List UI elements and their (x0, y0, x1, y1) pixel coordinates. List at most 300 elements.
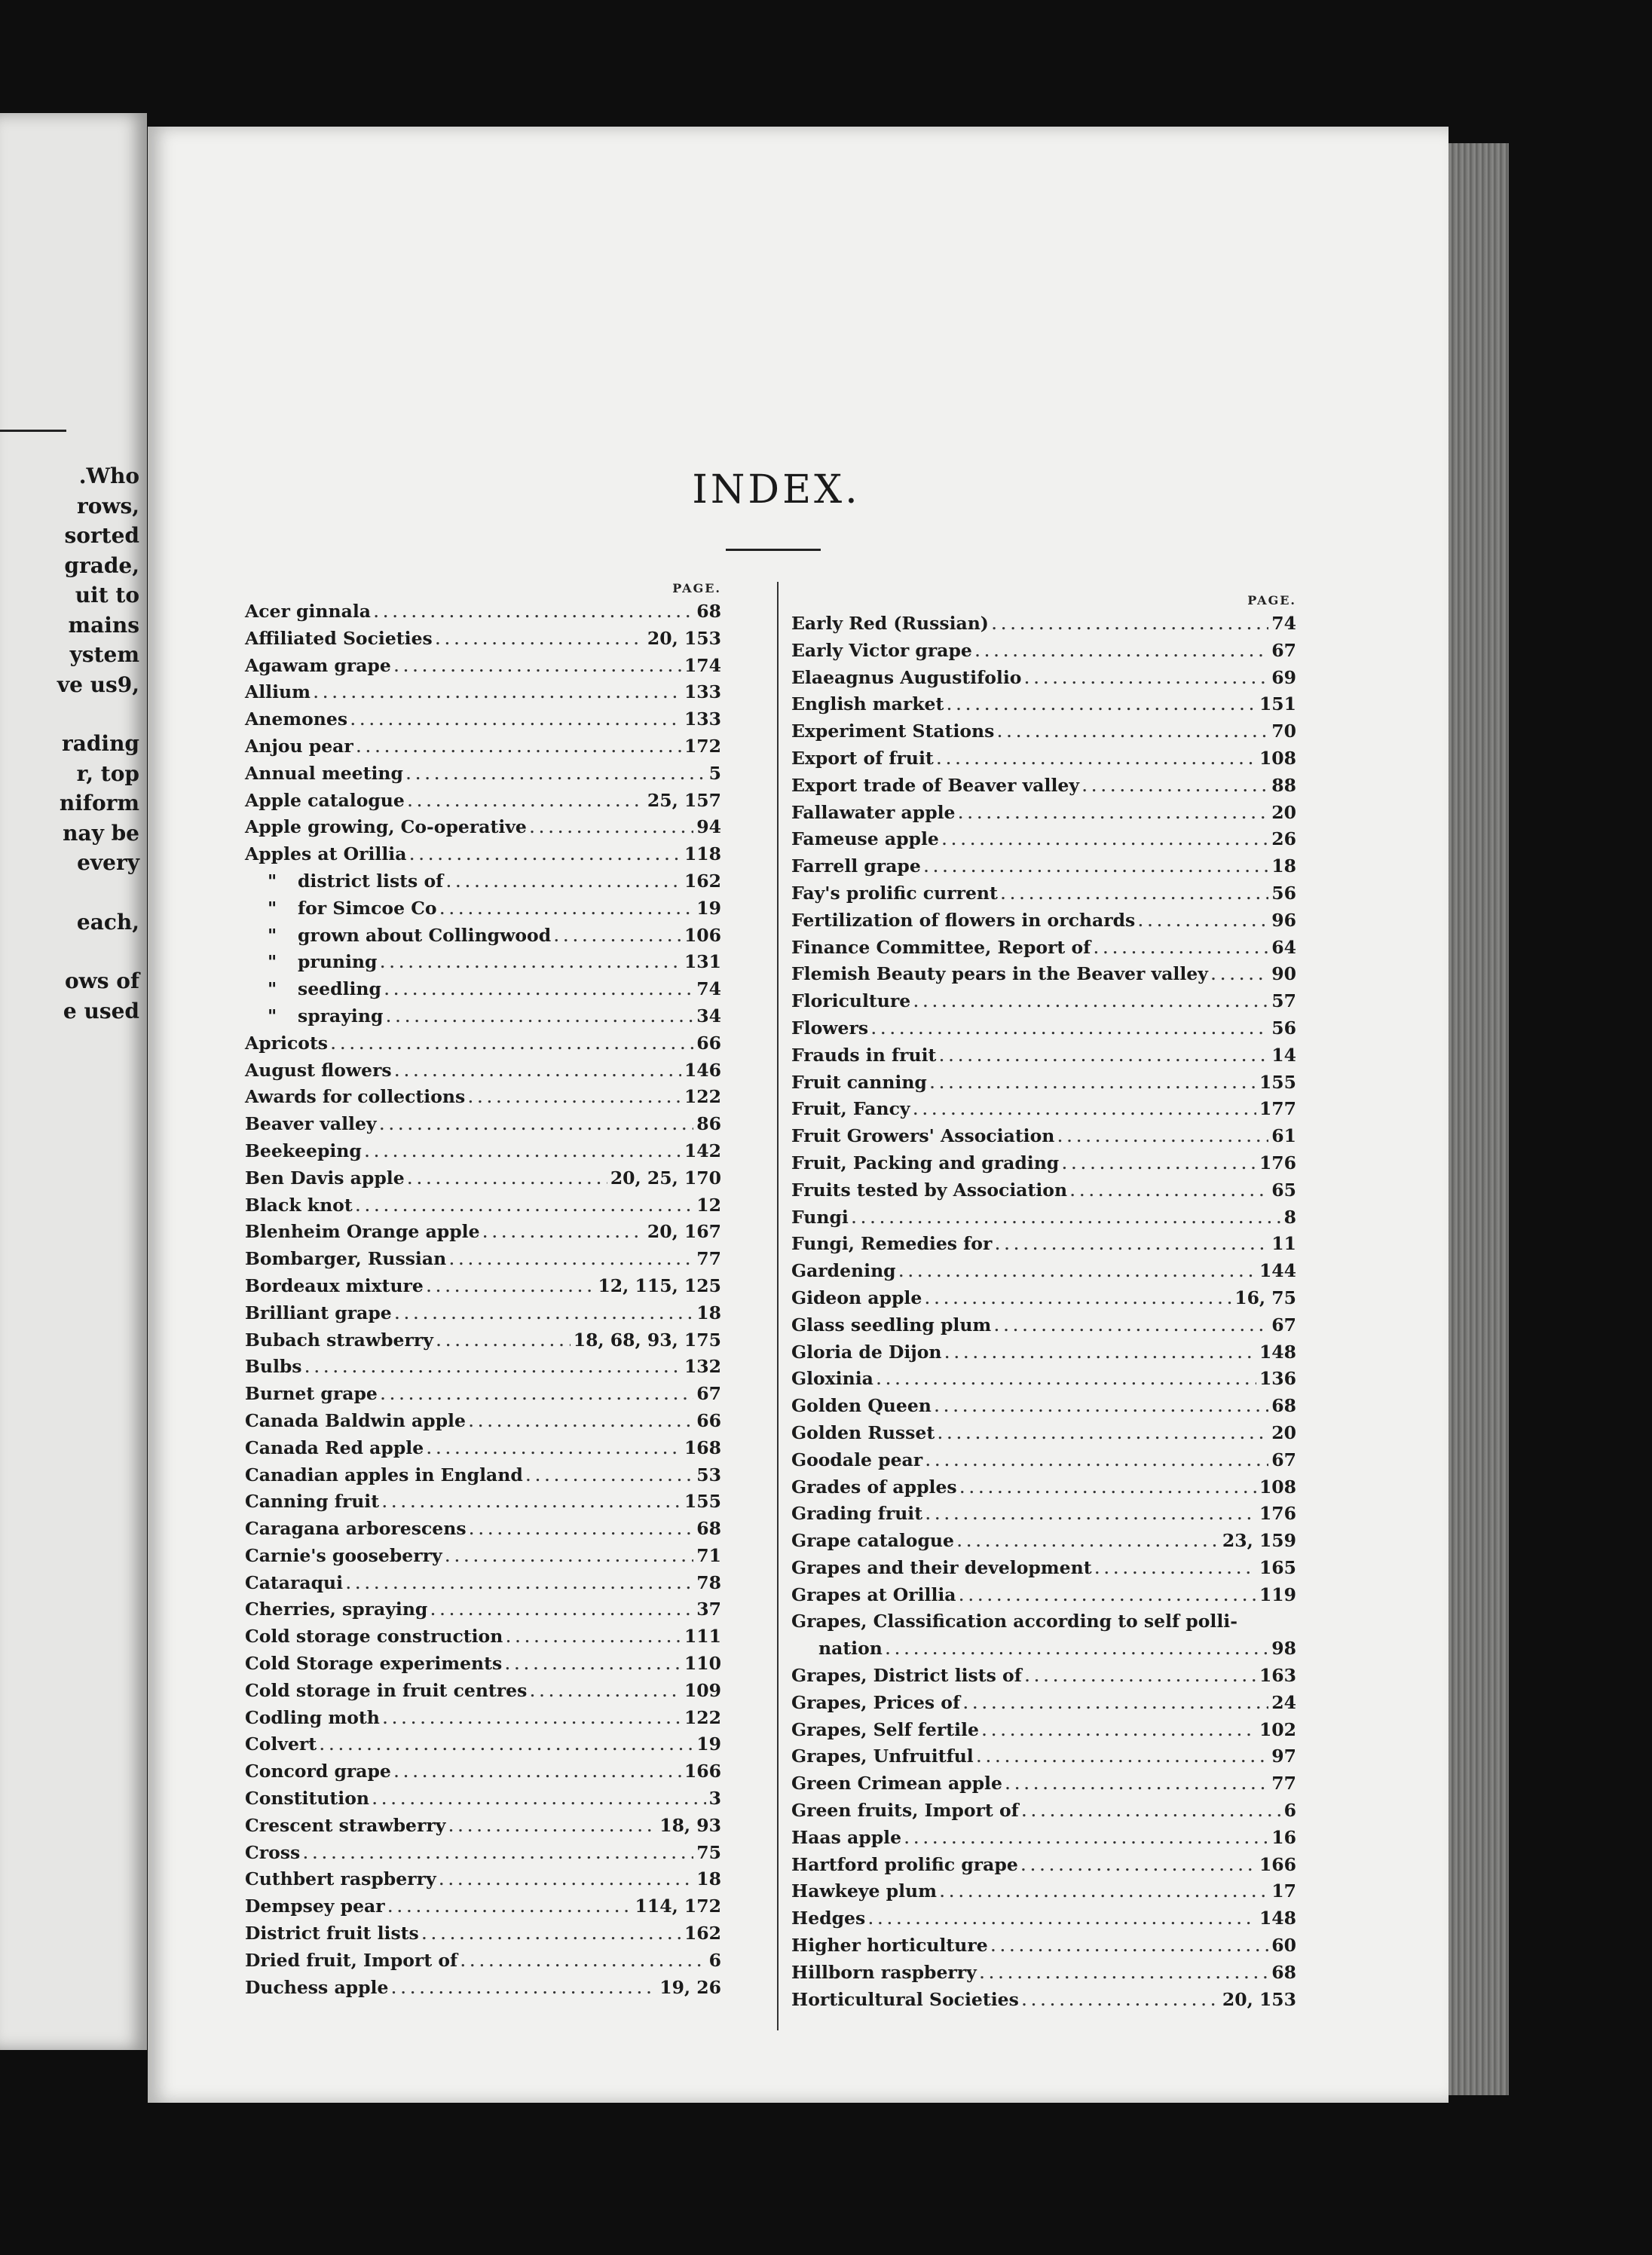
index-term-text: Grapes and their development (791, 1556, 1092, 1578)
index-entry (245, 1623, 721, 1651)
index-term-text: Glass seedling plum (791, 1314, 992, 1336)
index-term (791, 1123, 1054, 1150)
leader-dots (980, 1960, 1268, 1988)
index-term (245, 1354, 302, 1381)
previous-page-rule (0, 430, 66, 432)
index-term-text: Gloxinia (791, 1368, 873, 1390)
index-term (245, 1084, 465, 1111)
index-term (245, 1840, 300, 1867)
index-entry (791, 1743, 1296, 1770)
index-term-text: English market (791, 693, 944, 715)
index-page-numbers: 20, 153 (647, 627, 721, 649)
index-entry (245, 1273, 721, 1300)
leader-dots (449, 1246, 693, 1274)
index-term-text: Canada Baldwin apple (245, 1409, 466, 1431)
index-page-numbers: 19 (696, 1733, 721, 1755)
index-term-text: Hawkeye plum (791, 1880, 937, 1902)
index-term-text: Black knot (245, 1194, 353, 1216)
index-term (791, 1987, 1019, 2014)
leader-dots (924, 853, 1268, 882)
index-term (245, 1678, 527, 1705)
index-term-text: for Simcoe Co (298, 897, 437, 919)
leader-dots (937, 745, 1256, 774)
index-term (791, 1635, 883, 1663)
leader-dots (913, 1096, 1256, 1124)
index-entry (791, 1905, 1296, 1932)
index-entry (245, 1462, 721, 1489)
leader-dots (994, 1312, 1268, 1341)
index-term-text: Canadian apples in England (245, 1464, 523, 1485)
index-term-text: Anjou pear (245, 735, 353, 757)
leader-dots (395, 1300, 694, 1329)
index-page-numbers: 18, 68, 93, 175 (573, 1329, 721, 1351)
index-page-numbers: 11 (1271, 1233, 1296, 1255)
index-term (245, 1300, 392, 1327)
leader-dots (483, 1219, 644, 1247)
leader-dots (913, 988, 1268, 1017)
index-entry (245, 1246, 721, 1273)
leader-dots (506, 1623, 681, 1652)
index-entry (245, 1516, 721, 1543)
index-term-text: Export trade of Beaver valley (791, 774, 1079, 796)
index-page-numbers: 5 (708, 762, 721, 784)
index-term-text: Finance Committee, Report of (791, 936, 1091, 958)
index-term (245, 1327, 433, 1354)
index-term-text: pruning (298, 951, 378, 973)
index-entry (791, 1420, 1296, 1447)
index-term-text: Grapes, Unfruitful (791, 1746, 974, 1767)
previous-page-fragment: r, top (76, 760, 139, 786)
index-page-numbers: 131 (684, 951, 721, 973)
index-page-numbers: 108 (1259, 747, 1296, 769)
index-page-numbers: 18, 93 (659, 1814, 721, 1836)
index-term (245, 598, 371, 626)
index-term-text: Blenheim Orange apple (245, 1221, 480, 1243)
index-term (791, 1717, 979, 1744)
index-page-numbers: 90 (1271, 963, 1296, 985)
index-entry (245, 706, 721, 733)
index-term (791, 1393, 932, 1420)
ditto-mark: " (268, 924, 277, 946)
index-page-numbers: 69 (1271, 666, 1296, 688)
index-term-text: Fay's prolific current (791, 882, 998, 904)
index-term (791, 826, 939, 853)
leader-dots (314, 679, 681, 708)
previous-page-fragment (57, 699, 139, 729)
index-entry (791, 610, 1296, 638)
index-term-text: Flowers (791, 1017, 869, 1039)
leader-dots (963, 1690, 1268, 1718)
leader-dots (436, 626, 644, 654)
index-term (791, 1960, 977, 1987)
index-page-numbers: 19 (696, 897, 721, 919)
leader-dots (331, 1030, 693, 1059)
index-term-text: Elaeagnus Augustifolio (791, 666, 1022, 688)
leader-dots (305, 1354, 681, 1382)
index-term (245, 1975, 388, 2002)
index-term (791, 907, 1135, 935)
index-term-text: Early Victor grape (791, 639, 972, 661)
leader-dots (947, 691, 1256, 720)
index-entry (245, 1893, 721, 1920)
leader-dots (439, 1866, 694, 1895)
leader-dots (1062, 1150, 1256, 1179)
index-term (791, 1447, 922, 1474)
index-term-text: Hedges (791, 1908, 866, 1929)
index-term-text: Gideon apple (791, 1287, 922, 1308)
index-page-numbers: 174 (684, 654, 721, 676)
leader-dots (381, 1381, 693, 1409)
index-term (791, 935, 1091, 962)
index-page-numbers: 166 (684, 1761, 721, 1782)
index-entry (791, 1177, 1296, 1204)
index-term (791, 1608, 1237, 1635)
index-page-numbers: 110 (684, 1653, 721, 1675)
leader-dots (1001, 880, 1268, 909)
index-entry (791, 1528, 1296, 1555)
leader-dots (871, 1015, 1268, 1044)
index-term (791, 1096, 910, 1123)
index-term (245, 1785, 369, 1813)
index-term-text: District fruit lists (245, 1923, 419, 1944)
index-term (245, 895, 437, 922)
leader-dots (382, 1489, 681, 1517)
index-term-text: Affiliated Societies (245, 627, 433, 649)
index-page-numbers: 155 (1259, 1071, 1296, 1093)
index-term-text: Haas apple (791, 1826, 902, 1848)
index-page-numbers: 94 (696, 816, 721, 838)
index-page-numbers: 144 (1259, 1260, 1296, 1282)
leader-dots (469, 1408, 693, 1437)
leader-dots (356, 733, 681, 762)
index-term-text: Goodale pear (791, 1449, 923, 1470)
index-term (791, 638, 972, 665)
index-term (791, 1690, 960, 1717)
index-entry (791, 1393, 1296, 1420)
index-term (791, 1905, 865, 1932)
index-page-numbers: 14 (1271, 1044, 1296, 1066)
index-entry (791, 1204, 1296, 1232)
index-term-text: Export of fruit (791, 747, 934, 769)
index-entry (791, 935, 1296, 962)
leader-dots (530, 1678, 681, 1706)
index-entry (245, 1705, 721, 1732)
leader-dots (1070, 1177, 1268, 1206)
index-page-numbers: 176 (1259, 1152, 1296, 1173)
index-entry (245, 1138, 721, 1165)
index-term (791, 1069, 927, 1097)
index-term-text: Cold Storage experiments (245, 1653, 503, 1675)
index-term (245, 1543, 442, 1570)
index-entry (791, 638, 1296, 665)
index-term-text: Ben Davis apple (245, 1167, 405, 1189)
leader-dots (468, 1084, 681, 1112)
index-entry (245, 760, 721, 788)
index-page-numbers: 53 (696, 1464, 721, 1485)
leader-dots (925, 1285, 1231, 1314)
index-entry (791, 1690, 1296, 1717)
index-term-text: August flowers (245, 1059, 392, 1081)
index-page-numbers: 12, 115, 125 (598, 1274, 721, 1296)
index-page-numbers: 66 (696, 1032, 721, 1054)
leader-dots (391, 1975, 656, 2003)
index-term-text: Frauds in fruit (791, 1044, 937, 1066)
index-term (245, 1651, 502, 1678)
index-page-numbers: 102 (1259, 1718, 1296, 1740)
index-entry (791, 1852, 1296, 1879)
index-entry (791, 1582, 1296, 1609)
index-term-text: Crescent strawberry (245, 1814, 446, 1836)
index-page-numbers: 18 (696, 1868, 721, 1890)
leader-dots (904, 1825, 1268, 1853)
leader-dots (303, 1840, 693, 1868)
index-page-numbers: 60 (1271, 1935, 1296, 1957)
index-term (791, 1042, 936, 1069)
leader-dots (372, 1785, 706, 1814)
index-term (791, 1339, 942, 1366)
leader-dots (470, 1516, 694, 1544)
leader-dots (380, 949, 681, 978)
leader-dots (899, 1258, 1256, 1287)
leader-dots (395, 1057, 681, 1086)
previous-page-fragment: mains (68, 612, 139, 638)
index-entry (791, 1474, 1296, 1501)
index-term-text: Apple growing, Co-operative (245, 816, 527, 838)
leader-dots (942, 826, 1268, 855)
index-page-numbers: 133 (684, 708, 721, 730)
index-page-numbers: 71 (696, 1544, 721, 1566)
index-term (245, 1435, 424, 1462)
index-entry (791, 1285, 1296, 1312)
index-page-numbers: 3 (708, 1788, 721, 1810)
index-entry (245, 1975, 721, 2002)
index-entry (791, 1258, 1296, 1285)
leader-dots (957, 1528, 1219, 1556)
leader-dots (406, 760, 706, 789)
index-term-text: Canada Red apple (245, 1437, 424, 1458)
index-entry (791, 1312, 1296, 1339)
index-entry (791, 1798, 1296, 1825)
leader-dots (386, 1003, 693, 1032)
index-page-numbers: 133 (684, 681, 721, 703)
index-term-text: Apricots (245, 1032, 329, 1054)
index-entry (245, 1840, 721, 1867)
index-term (245, 1057, 392, 1085)
index-entry (791, 1015, 1296, 1042)
leader-dots (1138, 907, 1268, 936)
leader-dots (995, 1231, 1268, 1259)
index-page-numbers: 108 (1259, 1476, 1296, 1498)
index-term (791, 691, 944, 718)
index-page-numbers: 34 (696, 1005, 721, 1027)
index-page-numbers: 67 (1271, 1449, 1296, 1470)
index-term-text: Flemish Beauty pears in the Beaver valley (791, 963, 1208, 985)
index-term (791, 853, 921, 880)
previous-page-text (57, 461, 139, 1026)
index-term-text: Experiment Stations (791, 721, 995, 742)
index-entry (791, 745, 1296, 773)
leader-dots (925, 1447, 1268, 1476)
index-entry (245, 1758, 721, 1785)
index-term (791, 1366, 873, 1393)
index-term (791, 1258, 896, 1285)
leader-dots (939, 1042, 1268, 1071)
index-page-numbers: 163 (1259, 1665, 1296, 1687)
index-entry (791, 718, 1296, 745)
index-page-numbers: 37 (696, 1599, 721, 1620)
index-term (245, 626, 433, 653)
leader-dots (977, 1743, 1269, 1772)
leader-dots (554, 922, 681, 951)
previous-page-fragment: grade, (64, 552, 139, 578)
leader-dots (1024, 665, 1268, 693)
index-term (791, 1825, 901, 1852)
leader-dots (935, 1393, 1268, 1421)
index-term (245, 1893, 385, 1920)
index-entry (791, 1878, 1296, 1905)
index-term (791, 718, 994, 745)
index-page-numbers: 56 (1271, 1017, 1296, 1039)
index-entry (245, 598, 721, 626)
index-term (791, 1420, 935, 1447)
index-term (791, 1501, 922, 1528)
index-term (791, 1852, 1018, 1879)
index-term-text: Fameuse apple (791, 828, 939, 850)
index-term-text: Bombarger, Russian (245, 1248, 447, 1270)
previous-page-fragment: nay be (63, 820, 139, 846)
index-page-numbers: 18 (1271, 855, 1296, 877)
leader-dots (374, 598, 693, 627)
leader-dots (1082, 773, 1268, 801)
index-page-numbers: 148 (1259, 1341, 1296, 1363)
index-entry (791, 1366, 1296, 1393)
index-entry (791, 1555, 1296, 1582)
index-entry (791, 773, 1296, 800)
index-page-numbers: 61 (1271, 1125, 1296, 1147)
index-entry (245, 1866, 721, 1893)
index-page-numbers: 162 (684, 870, 721, 892)
index-page-numbers: 168 (684, 1437, 721, 1458)
index-page-numbers: 111 (684, 1626, 721, 1648)
leader-dots (408, 788, 644, 816)
ditto-mark: " (268, 870, 277, 892)
previous-page (0, 113, 147, 2050)
leader-dots (356, 1192, 694, 1221)
index-term (245, 1705, 380, 1732)
index-entry (245, 1543, 721, 1570)
previous-page-fragment: ystem (69, 642, 139, 667)
index-term (245, 1758, 391, 1785)
leader-dots (852, 1204, 1281, 1233)
leader-dots (409, 841, 681, 870)
leader-dots (925, 1501, 1256, 1529)
index-term (791, 1150, 1059, 1177)
index-entry (245, 1596, 721, 1623)
leader-dots (427, 1435, 681, 1464)
index-term (245, 706, 347, 733)
index-term-text: Cross (245, 1841, 301, 1863)
index-entry (791, 1150, 1296, 1177)
index-page-numbers: 162 (684, 1923, 721, 1944)
index-term-text: Fruit, Packing and grading (791, 1152, 1060, 1173)
leader-dots (430, 1596, 693, 1625)
index-page-numbers: 6 (1283, 1800, 1296, 1822)
column-divider (777, 582, 779, 2030)
leader-dots (991, 1932, 1269, 1961)
index-term-text: district lists of (298, 870, 444, 892)
index-term-text: seedling (298, 978, 381, 1000)
index-entry (245, 1920, 721, 1948)
index-entry (245, 1111, 721, 1138)
index-entry (245, 1003, 721, 1030)
index-entry (791, 665, 1296, 692)
index-entry (245, 1057, 721, 1085)
index-term-text: Colvert (245, 1733, 317, 1755)
leader-dots (388, 1893, 632, 1922)
leader-dots (876, 1366, 1256, 1394)
index-page-numbers: 166 (1259, 1853, 1296, 1875)
index-page-numbers: 70 (1271, 721, 1296, 742)
index-entry (791, 1960, 1296, 1987)
index-term-text: Green fruits, Import of (791, 1800, 1019, 1822)
index-page-numbers: 165 (1259, 1556, 1296, 1578)
index-term (791, 1555, 1092, 1582)
index-entry (245, 1354, 721, 1381)
index-page-numbers: 155 (684, 1491, 721, 1513)
index-entry (245, 1435, 721, 1462)
index-term-text: Anemones (245, 708, 348, 730)
leader-dots (959, 800, 1269, 828)
page-column-heading: PAGE. (672, 581, 721, 595)
index-entry (791, 853, 1296, 880)
index-page-numbers: 68 (1271, 1961, 1296, 1983)
index-page-numbers: 114, 172 (635, 1895, 721, 1917)
index-page-numbers: 56 (1271, 882, 1296, 904)
index-page-numbers: 86 (696, 1113, 721, 1135)
index-term (245, 814, 527, 841)
index-term (791, 1798, 1019, 1825)
index-term-text: Grades of apples (791, 1476, 957, 1498)
index-entry (245, 1165, 721, 1192)
index-page-numbers: 12 (696, 1194, 721, 1216)
index-term (245, 949, 377, 976)
index-term-text: Concord grape (245, 1761, 391, 1782)
index-page-numbers: 97 (1271, 1746, 1296, 1767)
index-page-numbers: 142 (684, 1140, 721, 1161)
index-term (245, 1623, 503, 1651)
leader-dots (440, 895, 694, 924)
index-page-numbers: 77 (1271, 1773, 1296, 1795)
index-page-numbers: 118 (684, 843, 721, 865)
index-page-numbers: 74 (696, 978, 721, 1000)
index-page-numbers: 106 (684, 924, 721, 946)
index-term-text: Gardening (791, 1260, 896, 1282)
index-entry (245, 1785, 721, 1813)
leader-dots (530, 814, 693, 843)
index-page-numbers: 67 (1271, 639, 1296, 661)
leader-dots (1021, 1852, 1256, 1880)
index-term (245, 788, 405, 815)
leader-dots (930, 1069, 1256, 1098)
index-term (791, 1204, 849, 1232)
index-term-text: Grading fruit (791, 1503, 923, 1525)
index-term (791, 1312, 991, 1339)
leader-dots (422, 1920, 681, 1949)
index-term (791, 1663, 1022, 1690)
index-term-text: Apple catalogue (245, 789, 405, 811)
index-page-numbers: 68 (696, 601, 721, 622)
index-term (245, 1138, 362, 1165)
